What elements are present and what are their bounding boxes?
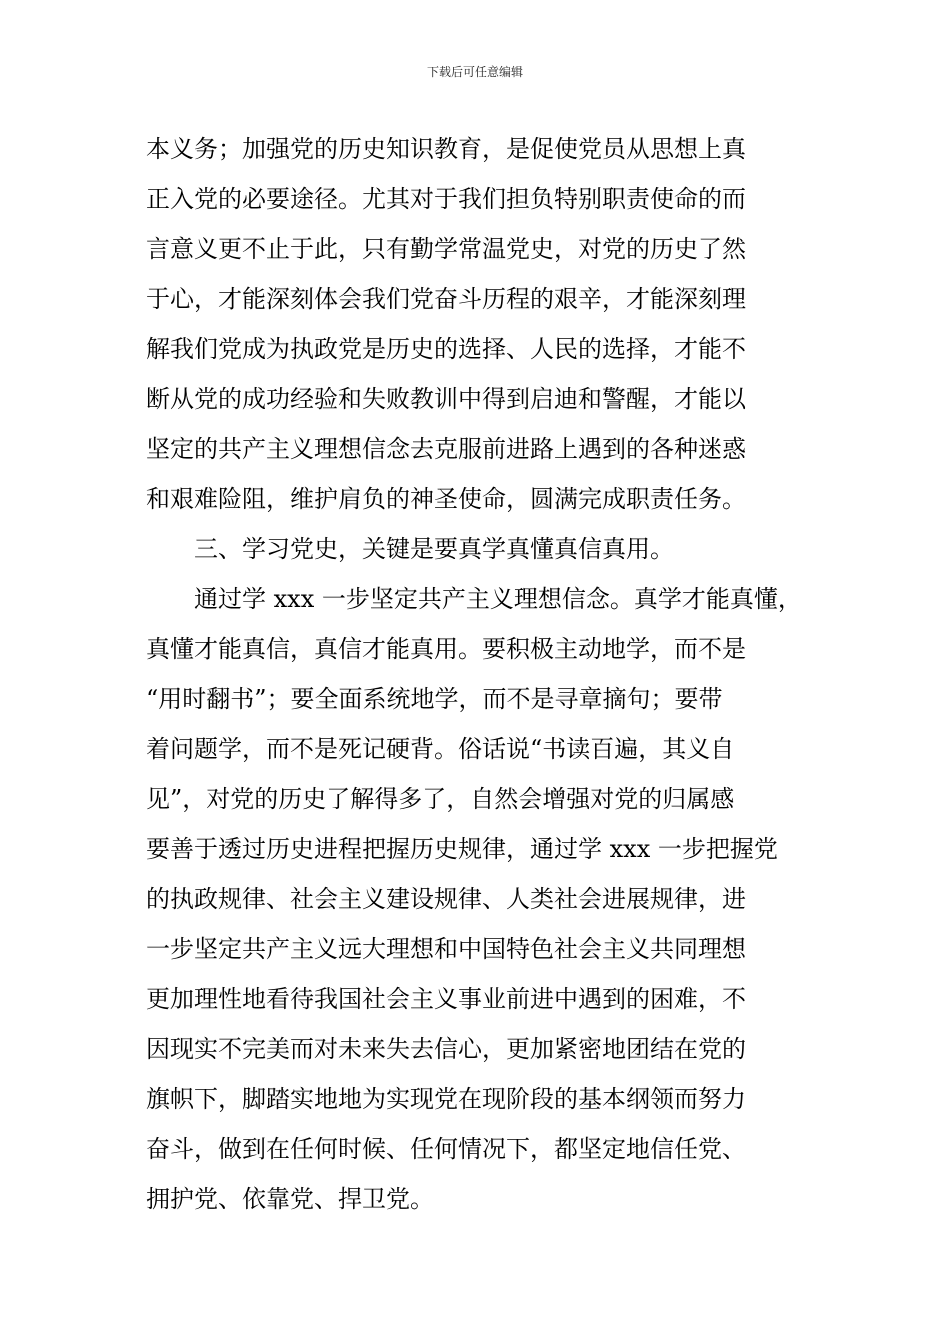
text-line: 和艰难险阻，维护肩负的神圣使命，圆满完成职责任务。 bbox=[146, 485, 746, 513]
text-line: 于心，才能深刻体会我们党奋斗历程的艰辛，才能深刻理 bbox=[146, 285, 746, 313]
text-line: 奋斗，做到在任何时候、任何情况下，都坚定地信任党、 bbox=[146, 1135, 746, 1163]
text-line: 要善于透过历史进程把握历史规律，通过学 xxx 一步把握党 bbox=[146, 835, 778, 863]
text-line: 坚定的共产主义理想信念去克服前进路上遇到的各种迷惑 bbox=[146, 435, 746, 463]
text-line: 拥护党、依靠党、捍卫党。 bbox=[146, 1185, 434, 1213]
text-line: 真懂才能真信，真信才能真用。要积极主动地学，而不是 bbox=[146, 635, 746, 663]
text-line: 见”，对党的历史了解得多了，自然会增强对党的归属感 bbox=[146, 785, 735, 813]
paragraph-first-line: 通过学 xxx 一步坚定共产主义理想信念。真学才能真懂， bbox=[194, 585, 802, 613]
page-header: 下载后可任意编辑 bbox=[426, 65, 523, 79]
text-line: 因现实不完美而对未来失去信心，更加紧密地团结在党的 bbox=[146, 1035, 746, 1063]
text-line: 更加理性地看待我国社会主义事业前进中遇到的困难，不 bbox=[146, 985, 746, 1013]
text-line: 正入党的必要途径。尤其对于我们担负特别职责使命的而 bbox=[146, 185, 746, 213]
text-line: 断从党的成功经验和失败教训中得到启迪和警醒，才能以 bbox=[146, 385, 746, 413]
text-line: 本义务；加强党的历史知识教育，是促使党员从思想上真 bbox=[146, 135, 746, 163]
text-line: 着问题学，而不是死记硬背。俗话说“书读百遍，其义自 bbox=[146, 735, 735, 763]
text-line: 解我们党成为执政党是历史的选择、人民的选择，才能不 bbox=[146, 335, 746, 363]
text-line: 言意义更不止于此，只有勤学常温党史，对党的历史了然 bbox=[146, 235, 746, 263]
text-line: 旗帜下，脚踏实地地为实现党在现阶段的基本纲领而努力 bbox=[146, 1085, 746, 1113]
text-line: “用时翻书”；要全面系统地学，而不是寻章摘句；要带 bbox=[146, 685, 723, 713]
text-line: 的执政规律、社会主义建设规律、人类社会进展规律，进 bbox=[146, 885, 746, 913]
text-line: 一步坚定共产主义远大理想和中国特色社会主义共同理想 bbox=[146, 935, 746, 963]
document-body bbox=[146, 124, 816, 1224]
section-heading: 三、学习党史，关键是要真学真懂真信真用。 bbox=[194, 535, 674, 563]
